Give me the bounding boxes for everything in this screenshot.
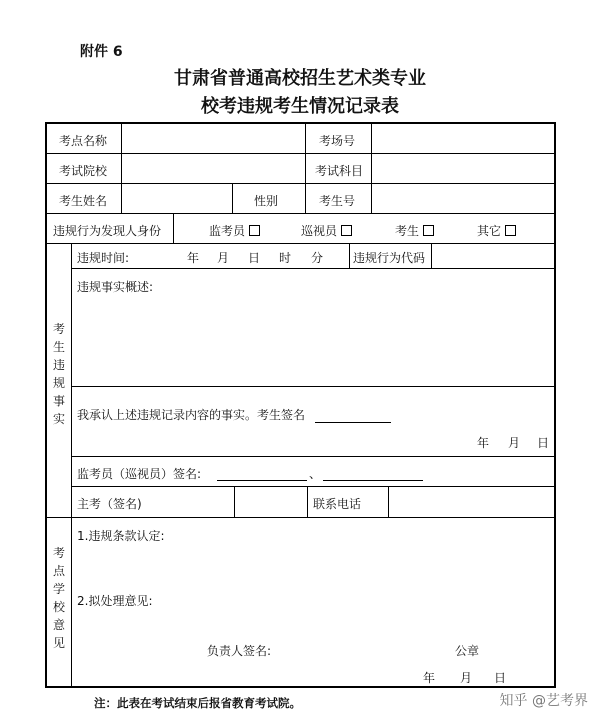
column-divider: [121, 124, 122, 213]
option-invigilator[interactable]: [209, 222, 260, 239]
column-divider: [431, 243, 432, 268]
school-side-label: 考点学校意见: [52, 546, 65, 650]
option-label: 考生: [395, 224, 420, 238]
column-divider: [349, 243, 350, 268]
school-date-day: 日: [494, 671, 507, 685]
section-divider: [47, 517, 554, 518]
row-divider: [47, 243, 554, 244]
column-divider: [307, 486, 308, 517]
checkbox-icon[interactable]: [423, 225, 434, 236]
date-unit-month: 月: [508, 436, 521, 450]
column-divider: [305, 124, 306, 213]
invigilator-signature-line-2[interactable]: [323, 480, 423, 481]
date-unit-day: 日: [537, 436, 550, 450]
option-label: 巡视员: [301, 224, 338, 238]
school-date-month: 月: [460, 671, 473, 685]
discoverer-label: 违规行为发现人身份: [53, 224, 162, 238]
row-divider: [71, 268, 554, 269]
column-divider: [173, 213, 174, 243]
exam-site-label: 考点名称: [59, 134, 108, 148]
exam-no-label: 考生号: [319, 194, 356, 208]
subject-label: 考试科目: [315, 164, 364, 178]
attachment-label: 附件 6: [80, 44, 123, 60]
school-date-year: 年: [423, 671, 436, 685]
watermark: 知乎 @艺考界: [499, 693, 588, 709]
option-label: 监考员: [209, 224, 246, 238]
column-divider: [388, 486, 389, 517]
summary-label: 违规事实概述:: [77, 280, 154, 294]
column-divider: [371, 124, 372, 213]
option-other[interactable]: [477, 222, 516, 239]
handling-opinion-label: 2.拟处理意见:: [77, 594, 153, 608]
record-form-table: [45, 122, 556, 688]
signer-label: 负责人签名:: [207, 644, 272, 658]
option-label: 其它: [477, 224, 502, 238]
date-unit-year: 年: [477, 436, 490, 450]
seal-label: 公章: [455, 644, 480, 658]
checkbox-icon[interactable]: [249, 225, 260, 236]
chief-signature-label: 主考（签名): [77, 497, 142, 511]
time-unit-day: 日: [248, 251, 261, 265]
title-line-1: 甘肃省普通高校招生艺术类专业: [174, 68, 426, 89]
invigilator-signature-line-1[interactable]: [217, 480, 307, 481]
facts-side-label: 考生违规事实: [52, 322, 65, 426]
exam-room-label: 考场号: [319, 134, 356, 148]
phone-label: 联系电话: [313, 497, 362, 511]
checkbox-icon[interactable]: [505, 225, 516, 236]
column-divider: [232, 183, 233, 213]
confirm-statement: 我承认上述违规记录内容的事实。考生签名: [77, 408, 306, 422]
row-divider: [71, 386, 554, 387]
time-unit-minute: 分: [311, 251, 324, 265]
gender-label: 性别: [254, 194, 279, 208]
violation-time-label: 违规时间:: [77, 251, 130, 265]
signature-separator: 、: [309, 467, 322, 481]
clause-determination-label: 1.违规条款认定:: [77, 529, 165, 543]
row-divider: [47, 213, 554, 214]
column-divider: [234, 486, 235, 517]
footnote: 注：此表在考试结束后报省教育考试院。: [94, 696, 301, 710]
time-unit-month: 月: [217, 251, 230, 265]
row-divider: [47, 183, 554, 184]
column-divider: [71, 243, 72, 686]
student-name-label: 考生姓名: [59, 194, 108, 208]
violation-code-label: 违规行为代码: [353, 251, 426, 265]
option-student[interactable]: [395, 222, 434, 239]
title-line-2: 校考违规考生情况记录表: [201, 96, 399, 117]
row-divider: [71, 486, 554, 487]
college-label: 考试院校: [59, 164, 108, 178]
row-divider: [47, 153, 554, 154]
student-signature-line[interactable]: [315, 422, 391, 423]
invigilator-signature-label: 监考员（巡视员）签名:: [77, 467, 202, 481]
option-patrol[interactable]: [301, 222, 352, 239]
time-unit-hour: 时: [279, 251, 292, 265]
checkbox-icon[interactable]: [341, 225, 352, 236]
time-unit-year: 年: [187, 251, 200, 265]
row-divider: [71, 456, 554, 457]
